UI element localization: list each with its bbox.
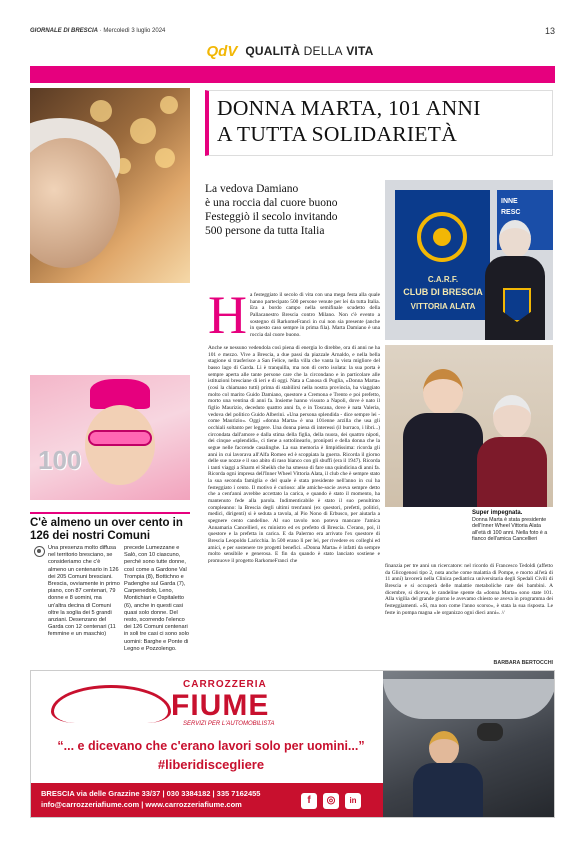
instagram-icon[interactable]: ◎ xyxy=(323,793,339,809)
ad-web-email[interactable]: info@carrozzeriafiume.com | www.carrozzeriafiume.com xyxy=(41,800,242,809)
ad-mechanic-photo xyxy=(383,671,555,818)
linkedin-icon[interactable]: in xyxy=(345,793,361,809)
location-pin-icon xyxy=(34,546,45,557)
section-brand xyxy=(0,42,580,62)
ad-contact-bar xyxy=(31,783,383,818)
inner-wheel-sign: INNE RESC xyxy=(497,190,553,250)
headline-line1: DONNA MARTA, 101 ANNI xyxy=(217,96,481,120)
section-logo: QdV xyxy=(206,42,238,60)
publication-date: Mercoledì 3 luglio 2024 xyxy=(103,28,166,34)
header-separator: · xyxy=(99,28,104,34)
sidebar-text-col1: Una presenza molto diffusa nel territorio bresciano, se consideriamo che c'è almeno un centenario in 126 dei 205 Comuni bresciani. Brescia, ovviamente in primo piano, con 87 centenari, 79 donne e 8 uomini, ma un'altra decina di Comuni oltre la soglia dei 5 grandi anziani. Desenzano del Garda con 12 centenari (11 femmine e un maschio) xyxy=(48,545,120,638)
author-byline: BARBARA BERTOCCHI xyxy=(493,660,553,666)
subheadline: La vedova Damiano è una roccia dal cuore buono Festeggiò il secolo invitando 500 persone da tutta Italia xyxy=(205,183,338,237)
friends-photo xyxy=(385,345,553,507)
celebration-photo xyxy=(30,88,190,283)
page-header xyxy=(30,28,555,40)
article-body-col-a: Anche se nessuno vedendola così piena di energia lo direbbe, ora di anni ne ha 101 e mezzo. Vive a Brescia, a due passi da piazzale Arnaldo, e nella bella stagione si trasferisce a San Felice, nella villa che vanta la vista migliore del basso lago di Garda. Li è tranquilla, ma non di certo isolata: la sua porta è sempre aperta alle tante persone care che la circondano e in particolare alle istituzioni bresciane di ieri e di oggi. Nata a Canosa di Puglia, «Donna Marta» (così la chiamano tutti) prima di stabilirsi nella nostra provincia, ha viaggiato molto col marito Guido Damiano, questore a Cremona e Trento e poi prefetto, morto una ventina di anni fa. Insieme hanno vissuto a Napoli, dove è nato il figlio Maurizio, deceduto quattro anni fa, e in Toscana, dove è nata Valeria, vedova del politico Guido Alberini. «Una persona splendida - dice sempre lei - come Maurizio». Oggi «donna Marta» è una 101enne arzilla che usa gli occhiali soltanto per leggere. Una donna piena di interessi (il burraco, i libri...) circondata dall'amore e dalla stima della figlia, della nuora, dei quattro nipoti, dei cinque «splendidi», ci tiene a sottolinearlo, pronipoti e della donna che la segue nelle faccende casalinghe. La sua memoria è limpidissima: ricorda gli anni in cui lavorava all'Alfa Romeo ed è scoppiata la guerra. Ricorda il giorno delle sue nozze e il suo abito di raso bianco con gli sbuffi (era il 1947). Ricorda i tanti viaggi a Sharm el Sheikh che ha smesso di fare una quindicina di anni fa. Ricorda ogni impresa dell'Inner Wheel Vittoria Alata, il club che è sempre stato la sua seconda famiglia e del quale è stata presidente nell'anno in cui ha festeggiato i cento. Il motivo è curioso: alle amiche-socie aveva sempre detto che a cent'anni avrebbe accettato la carica, e quando è stato il momento, ha mantenuto fede alla parola. Indimenticabile è stato il suo penultimo compleanno: la Brescia degli ultimi trent'anni (ex questori, prefetti, politici, medici, dirigenti) si è seduta a tavola, al Pio Nono di Erbusco, per aiutarla a spegnere cento candeline. Al suo tavolo non poteva mancare l'amica Annamaria Cancellieri, ex ministro ed ex prefetto di Brescia. C'erano, poi, il questore e la prefetta in carica. E da Palermo era arrivato l'ex questore di Brescia Leopoldo Laricchia. In 500 erano lì per lei, per rivedere ex colleghi ed amici, e per sostenere tre progetti benefici. «Donna Marta» è infatti da sempre molto sensibile e generosa. E fin da quando è stato lanciato sostiene e promuove il progetto RarkomeFranci che xyxy=(208,345,380,564)
caption-text: Donna Marta è stata presidente dell'Inner Wheel Vittoria Alata all'età di 100 anni. Nella foto è a fianco dell'amica Cancellieri xyxy=(472,516,548,542)
car-swoosh-icon xyxy=(51,685,171,723)
sidebar-title: C'è almeno un over cento in 126 dei nostri Comuni xyxy=(30,512,190,543)
ad-quote: “... e dicevano che c'erano lavori solo per uomini...” xyxy=(57,739,365,753)
rotary-wheel-icon xyxy=(417,212,467,262)
ad-logo: CARROZZERIA FIUME SERVIZI PER L'AUTOMOBILISTA xyxy=(51,679,371,731)
club-banner-photo xyxy=(385,180,553,340)
photo-caption xyxy=(472,510,554,543)
publication-name: GIORNALE DI BRESCIA xyxy=(30,28,99,34)
headline-line2: A TUTTA SOLIDARIETÀ xyxy=(217,122,458,146)
drop-cap: H xyxy=(208,285,247,345)
sidebar-text-col2: precede Lumezzane e Salò, con 10 ciascuno, perché sono tutte donne, così come a Gardone Val Trompia (8), Bottichno e Padenghe sul Garda (7), Carpenedolo, Leno, Montichiari e Ospitaletto (6), anche in questi casi quasi solo donne. Del resto, scorrendo l'elenco dei 126 Comuni centenari in soli tre casi ci sono solo uomini: Barghe e Ponte di Legno e Pozzolengo. xyxy=(124,545,189,652)
article-intro: a festeggiato il secolo di vita con una mega festa alla quale hanno partecipato 500 persone venute per lei da tutta Italia. Era a bordo campo nella semifinale scudetto della Pallacanestro Brescia contro Milano. Non c'è evento a sostegno di RarkomeFranci in cui non sia presente (anche in questo caso sempre in prima fila). Marta Damiano è una roccia dal cuore buono. xyxy=(250,292,380,338)
balloon-100: 100 xyxy=(38,445,82,475)
advertisement[interactable] xyxy=(30,670,555,818)
ad-hashtag[interactable]: #liberidiscegliere xyxy=(157,757,265,772)
centenarian-party-photo xyxy=(30,375,190,500)
headline-box xyxy=(205,90,553,156)
club-banner: C.A.R.F. CLUB DI BRESCIA VITTORIA ALATA xyxy=(395,190,490,320)
facebook-icon[interactable]: f xyxy=(301,793,317,809)
section-color-band xyxy=(30,66,555,83)
section-title: QUALITÀ DELLA VITA xyxy=(245,44,374,59)
article-body-col-b: finanzia per tre anni un ricercatore: nel ricordo di Francesco Tedoldi (affetto da Glicogenosi tipo 2, nota anche come malattia di Pompe, e morto all'età di 11 anni) lavorerà nella Clinica pediatrica universitaria degli Spedali Civili di Brescia e si occuperà delle malattie metaboliche rare dei bambini. A dicembre, si diceva, le candeline spente da «donna Marta» sono state 101. Alla vigilia del grande giorno le avevamo chiesto se aveva in programma dei festeggiamenti. «Sì, ma non come l'anno scorso», è stata la sua risposta. Le feste in pompa magna «le organizzo ogni dieci anni». // xyxy=(385,563,553,616)
ad-address: BRESCIA via delle Grazzine 33/37 | 030 3384182 | 335 7162455 xyxy=(41,789,261,798)
caption-title: Super impegnata. xyxy=(472,510,523,516)
page-number: 13 xyxy=(544,26,555,36)
